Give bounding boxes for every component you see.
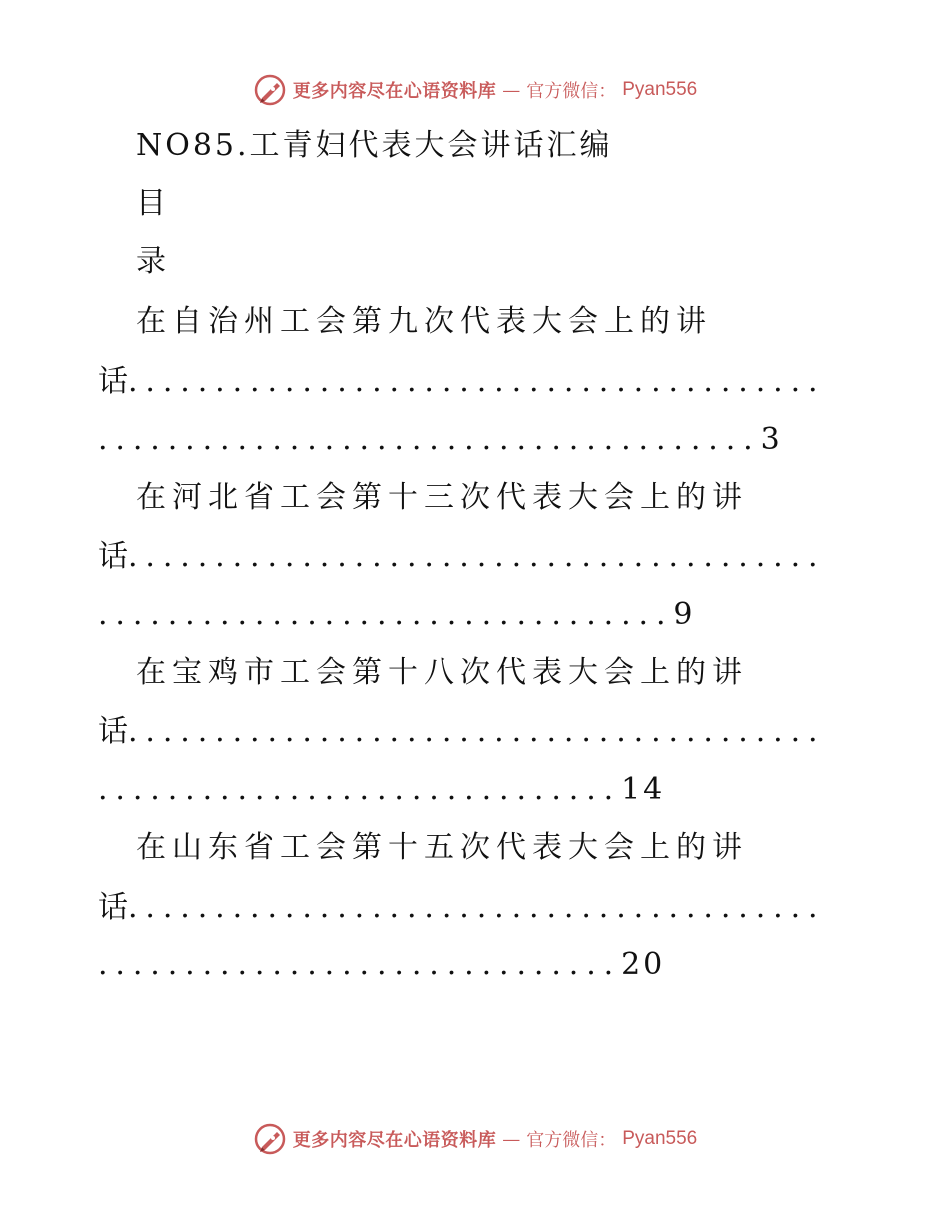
toc-page-number: 3 bbox=[760, 422, 783, 457]
watermark-text: 更多内容尽在心语资料库 bbox=[292, 81, 497, 102]
toc-entry-title: 在自治州工会第九次代表大会上的讲 bbox=[136, 304, 712, 339]
toc-entry-lead bbox=[98, 712, 825, 752]
toc-page-number: 9 bbox=[673, 597, 696, 632]
watermark-wechat-label: 官方微信： bbox=[526, 1130, 617, 1151]
toc-entry-lead bbox=[98, 362, 825, 402]
footer-watermark bbox=[0, 1119, 950, 1159]
toc-entry-title: 在山东省工会第十五次代表大会上的讲 bbox=[136, 830, 748, 865]
watermark-text: 更多内容尽在心语资料库 bbox=[292, 1130, 497, 1151]
toc-leader-dots: ........................................ bbox=[128, 539, 826, 574]
toc-page-number: 14 bbox=[621, 772, 666, 807]
toc-heading-1: 目 bbox=[136, 186, 166, 221]
toc-leader-dots: .............................. bbox=[98, 772, 622, 807]
toc-leader-dots: ........................................ bbox=[128, 714, 826, 749]
toc-leader-dots: ........................................ bbox=[128, 364, 826, 399]
toc-entry-lead bbox=[98, 888, 825, 928]
header-watermark bbox=[0, 70, 950, 110]
toc-leader-dots: ................................. bbox=[98, 597, 674, 632]
toc-entry-lead-char: 话 bbox=[98, 539, 128, 574]
watermark-wechat-id: Pyan556 bbox=[622, 79, 698, 100]
document-title: NO85.工青妇代表大会讲话汇编 bbox=[136, 128, 613, 163]
toc-entry-page-line bbox=[98, 945, 665, 985]
toc-entry-lead-char: 话 bbox=[98, 714, 128, 749]
toc-leader-dots: ...................................... bbox=[98, 422, 761, 457]
toc-leader-dots: ........................................ bbox=[128, 890, 826, 925]
toc-entry-page-line bbox=[98, 770, 665, 810]
pen-logo-icon bbox=[253, 1122, 287, 1156]
toc-entry-title: 在河北省工会第十三次代表大会上的讲 bbox=[136, 480, 748, 515]
toc-heading-2: 录 bbox=[136, 244, 166, 279]
watermark-dash: — bbox=[502, 79, 521, 101]
toc-entry-page-line bbox=[98, 420, 783, 460]
toc-entry-page-line bbox=[98, 595, 696, 635]
toc-entry-title: 在宝鸡市工会第十八次代表大会上的讲 bbox=[136, 655, 748, 690]
toc-entry-lead-char: 话 bbox=[98, 890, 128, 925]
toc-leader-dots: .............................. bbox=[98, 947, 622, 982]
watermark-wechat-id: Pyan556 bbox=[622, 1128, 698, 1149]
toc-page-number: 20 bbox=[621, 947, 666, 982]
toc-entry-lead-char: 话 bbox=[98, 364, 128, 399]
toc-entry-lead bbox=[98, 537, 825, 577]
pen-logo-icon bbox=[253, 73, 287, 107]
watermark-wechat-label: 官方微信： bbox=[526, 81, 617, 102]
watermark-dash: — bbox=[502, 1128, 521, 1150]
